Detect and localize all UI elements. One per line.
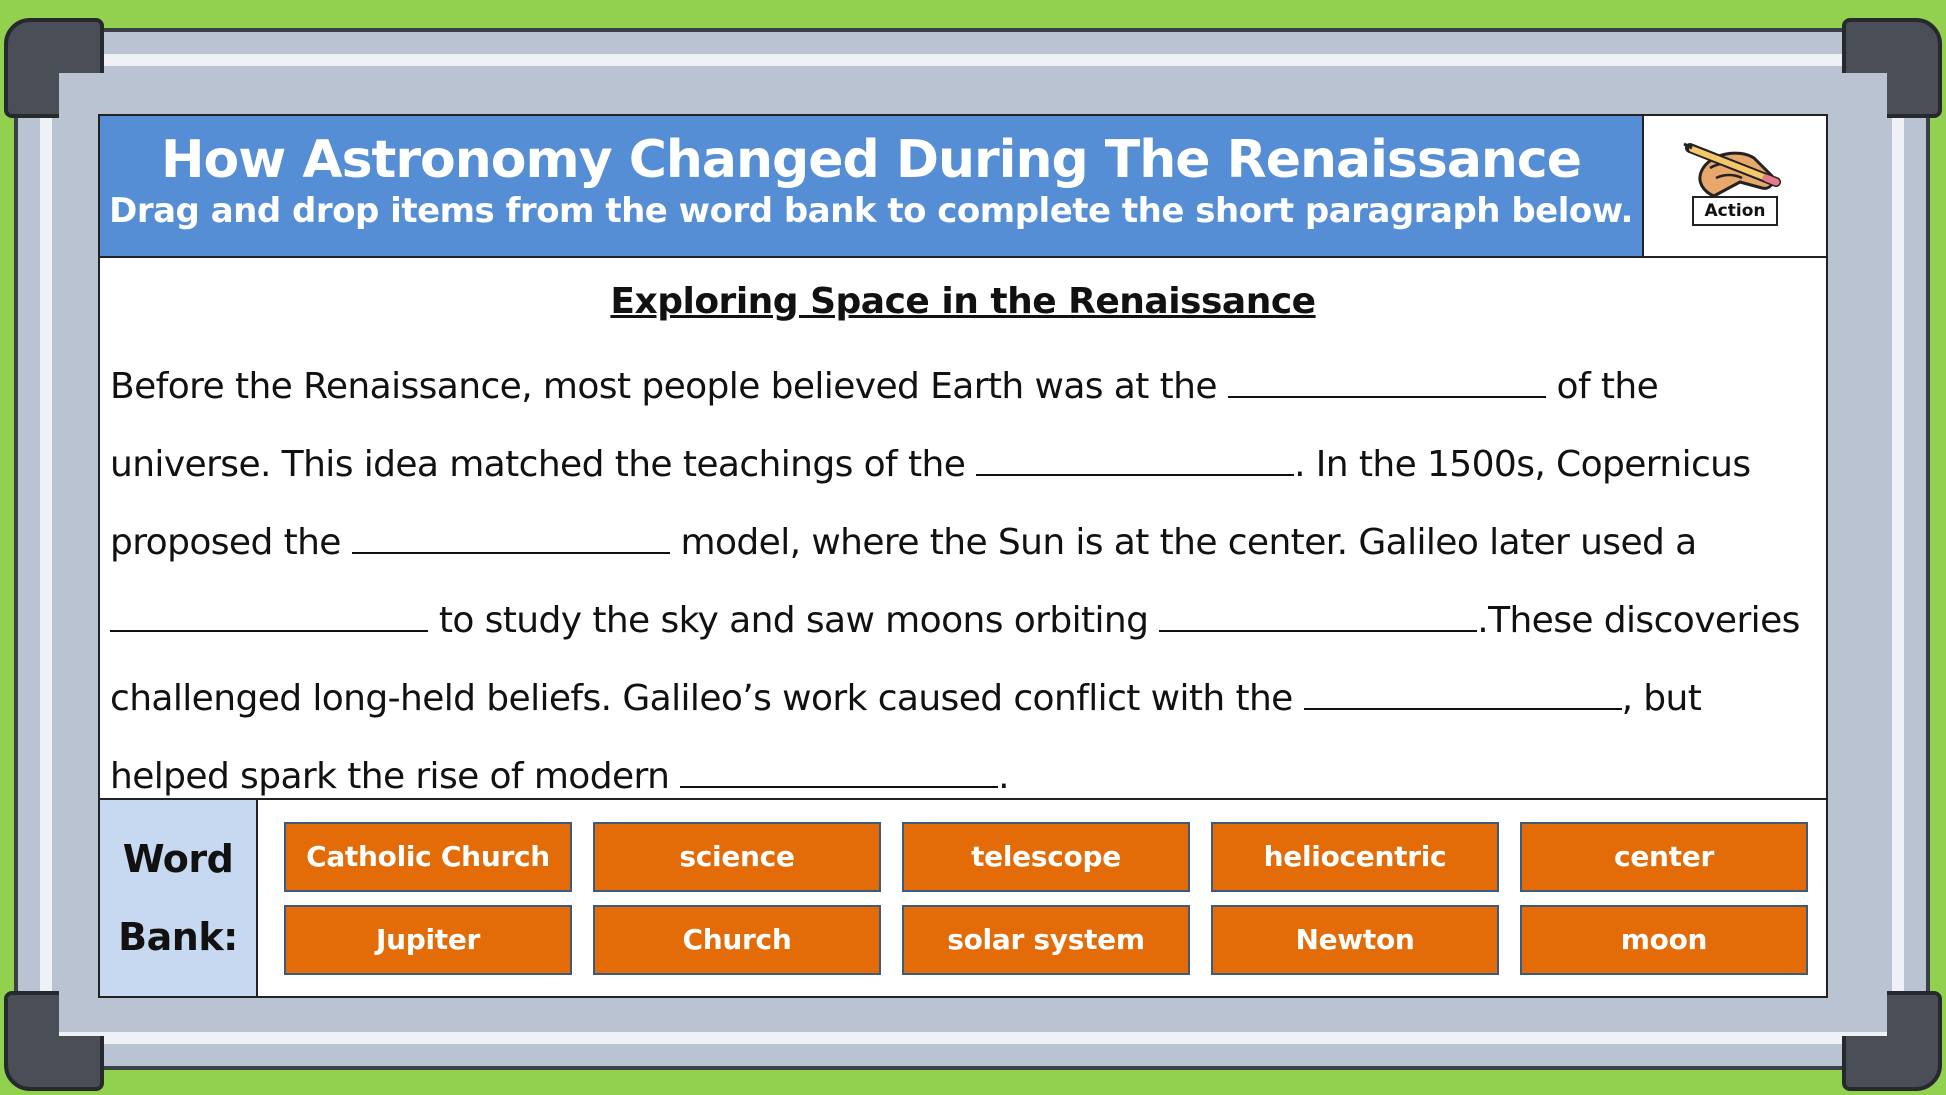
drop-blank-6[interactable] [1304,698,1622,710]
drop-blank-5[interactable] [1159,620,1477,632]
drop-blank-2[interactable] [976,464,1294,476]
header-banner [100,116,1644,256]
paragraph-text: . In the 1500s, Copernicus proposed the [110,444,1751,563]
word-chip-church[interactable]: Church [593,905,881,975]
word-chip-science[interactable]: science [593,822,881,892]
word-chip-solar-system[interactable]: solar system [902,905,1190,975]
word-chip-telescope[interactable]: telescope [902,822,1190,892]
paragraph-text: to study the sky and saw moons orbiting [428,600,1160,641]
instructions: Drag and drop items from the word bank to complete the short paragraph below. [109,191,1633,231]
word-chip-center[interactable]: center [1520,822,1808,892]
cloze-paragraph [110,348,1820,816]
frame-stripe-top [40,54,1904,66]
paragraph-text: .These discoveries challenged long-held beliefs. Galileo’s work caused conflict with the [110,600,1800,719]
word-chip-catholic-church[interactable]: Catholic Church [284,822,572,892]
drop-blank-4[interactable] [110,620,428,632]
frame-stripe-left [40,54,52,1044]
action-label: Action [1692,196,1778,226]
frame-stripe-right [1892,54,1904,1044]
activity-panel [98,114,1828,998]
paragraph-text: Before the Renaissance, most people believed Earth was at the [110,366,1228,407]
word-chip-jupiter[interactable]: Jupiter [284,905,572,975]
word-bank-label-line1: Word [122,837,234,881]
frame-stripe-bottom [40,1032,1904,1044]
paragraph-text: . [998,756,1010,797]
paragraph-text: , but helped spark the rise of modern [110,678,1702,797]
word-chip-moon[interactable]: moon [1520,905,1808,975]
activity-body [100,258,1826,912]
drop-blank-1[interactable] [1228,386,1546,398]
word-chip-heliocentric[interactable]: heliocentric [1211,822,1499,892]
paragraph-text: of the universe. This idea matched the teachings of the [110,366,1659,485]
page-title: How Astronomy Changed During The Renaissance [160,130,1582,190]
drop-blank-3[interactable] [352,542,670,554]
word-chip-newton[interactable]: Newton [1211,905,1499,975]
section-heading: Exploring Space in the Renaissance [610,281,1316,322]
drop-blank-7[interactable] [680,776,998,788]
word-bank-divider [100,798,1826,800]
word-bank-label-line2: Bank: [118,915,238,959]
action-badge [1644,116,1826,256]
word-bank-label [100,800,258,996]
paragraph-text: model, where the Sun is at the center. Galileo later used a [669,522,1697,563]
